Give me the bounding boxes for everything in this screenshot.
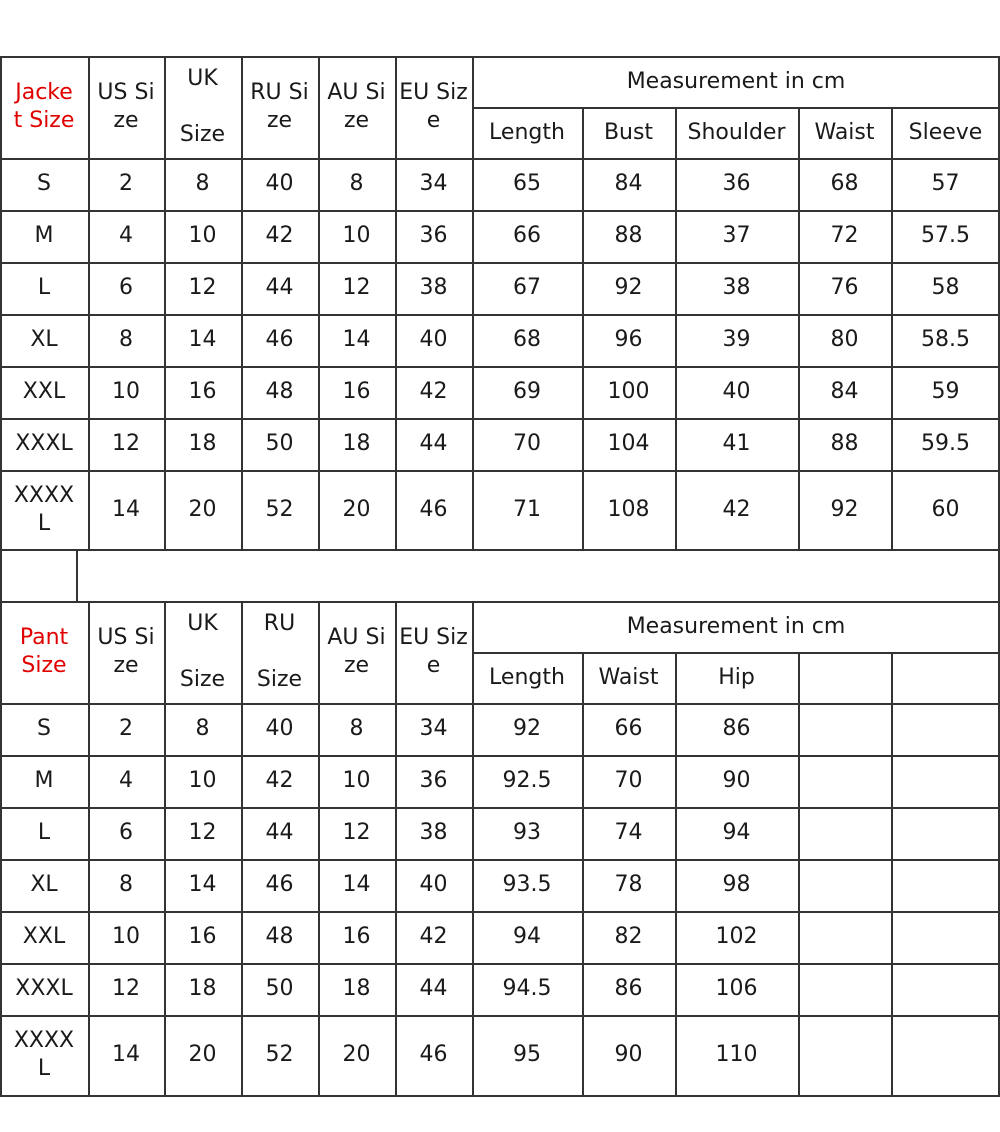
jacket-row-6-col-2: 20: [188, 496, 217, 522]
jacket-measure-header-1: Bust: [603, 119, 654, 145]
pant-row-3-col-7: 78: [614, 872, 643, 897]
jacket-row-0-col-6: 65: [513, 171, 541, 196]
pant-row-1-col-0: M: [34, 768, 54, 793]
jacket-measure-header-3: Waist: [814, 119, 875, 145]
pant-row-5-col-4: 18: [342, 976, 371, 1001]
jacket-row-0-col-3: 40: [265, 171, 294, 196]
jacket-row-4-col-9: 84: [830, 379, 859, 404]
jacket-row-0-col-8: 36: [722, 171, 751, 196]
jacket-row-0-col-10: 57: [931, 171, 960, 196]
jacket-row-6-col-5: 46: [419, 496, 448, 522]
jacket-row-5-col-10: 59.5: [921, 431, 970, 456]
grid-line: [0, 1095, 1000, 1097]
pant-row-0-col-6: 92: [513, 716, 541, 741]
pant-row-4-col-7: 82: [614, 924, 643, 949]
jacket-row-4-col-4: 16: [342, 379, 371, 404]
jacket-measure-header-0: Length: [489, 119, 565, 145]
pant-row-3-col-10: [891, 859, 1000, 911]
pant-row-1-col-8: 90: [722, 768, 751, 793]
pant-row-2-col-2: 12: [188, 820, 217, 845]
pant-row-4-col-4: 16: [342, 924, 371, 949]
pant-row-5-col-6: 94.5: [502, 976, 552, 1001]
pant-row-2-col-0: L: [37, 820, 51, 845]
pant-row-4-col-2: 16: [188, 924, 217, 949]
pant-row-6-col-10: [891, 1015, 1000, 1095]
jacket-row-2-col-0: L: [37, 275, 51, 300]
jacket-row-3-col-4: 14: [342, 327, 371, 352]
pant-row-1-col-2: 10: [188, 768, 217, 793]
pant-row-5-col-5: 44: [419, 976, 448, 1001]
jacket-row-2-col-10: 58: [931, 275, 960, 300]
pant-measure-header-1: Waist: [598, 664, 659, 690]
pant-row-6-col-8: 110: [715, 1042, 758, 1067]
jacket-row-5-col-7: 104: [607, 431, 650, 456]
pant-row-4-col-6: 94: [513, 924, 541, 949]
pant-header-4: EU Size: [399, 625, 468, 678]
jacket-measure-header-4: Sleeve: [908, 119, 983, 145]
jacket-header-1: UK Size: [179, 66, 226, 147]
jacket-row-0-col-4: 8: [349, 171, 364, 196]
pant-row-2-col-9: [798, 807, 891, 859]
pant-row-1-col-4: 10: [342, 768, 371, 793]
pant-row-4-col-5: 42: [419, 924, 448, 949]
jacket-row-1-col-1: 4: [119, 223, 133, 248]
jacket-row-0-col-2: 8: [195, 171, 210, 196]
pant-row-2-col-1: 6: [119, 820, 133, 845]
jacket-row-3-col-9: 80: [830, 327, 859, 352]
jacket-row-3-col-0: XL: [30, 327, 58, 352]
jacket-row-3-col-6: 68: [513, 327, 541, 352]
pant-row-3-col-8: 98: [722, 872, 751, 897]
jacket-row-0-col-1: 2: [119, 171, 133, 196]
pant-row-1-col-1: 4: [119, 768, 133, 793]
pant-title: Pant Size: [19, 625, 69, 678]
jacket-row-4-col-1: 10: [112, 379, 140, 404]
pant-row-6-col-6: 95: [513, 1042, 541, 1067]
pant-row-6-col-4: 20: [342, 1042, 371, 1067]
jacket-row-6-col-8: 42: [722, 496, 751, 522]
pant-row-5-col-8: 106: [715, 976, 758, 1001]
size-chart-sheet: [0, 56, 1000, 1098]
jacket-row-6-col-1: 14: [112, 496, 140, 522]
jacket-row-4-col-5: 42: [419, 379, 448, 404]
pant-measure-title: Measurement in cm: [626, 613, 846, 639]
pant-row-4-col-8: 102: [715, 924, 758, 949]
jacket-row-3-col-2: 14: [188, 327, 217, 352]
pant-row-5-col-1: 12: [112, 976, 140, 1001]
pant-row-2-col-4: 12: [342, 820, 371, 845]
pant-row-5-col-9: [798, 963, 891, 1015]
jacket-header-0: US Size: [97, 80, 155, 133]
jacket-row-6-col-6: 71: [513, 496, 541, 522]
jacket-row-1-col-9: 72: [830, 223, 859, 248]
jacket-row-4-col-0: XXL: [22, 379, 66, 404]
pant-row-2-col-6: 93: [513, 820, 541, 845]
jacket-row-4-col-10: 59: [931, 379, 960, 404]
pant-row-6-col-0: XXXX L: [13, 1028, 75, 1081]
pant-row-0-col-1: 2: [119, 716, 133, 741]
pant-row-3-col-9: [798, 859, 891, 911]
jacket-row-5-col-3: 50: [265, 431, 294, 456]
pant-row-4-col-3: 48: [265, 924, 294, 949]
jacket-row-2-col-6: 67: [513, 275, 541, 300]
pant-header-1: UK Size: [179, 611, 226, 692]
jacket-row-2-col-9: 76: [830, 275, 859, 300]
pant-row-4-col-9: [798, 911, 891, 963]
jacket-row-4-col-7: 100: [607, 379, 650, 404]
pant-row-0-col-9: [798, 703, 891, 755]
jacket-row-0-col-0: S: [37, 171, 51, 196]
pant-row-3-col-4: 14: [342, 872, 371, 897]
pant-row-1-col-10: [891, 755, 1000, 807]
jacket-row-3-col-7: 96: [614, 327, 643, 352]
jacket-row-5-col-2: 18: [188, 431, 217, 456]
pant-row-3-col-1: 8: [119, 872, 133, 897]
pant-row-4-col-0: XXL: [22, 924, 66, 949]
pant-header-3: AU Size: [327, 625, 386, 678]
pant-row-0-col-7: 66: [614, 716, 643, 741]
jacket-row-3-col-8: 39: [722, 327, 751, 352]
jacket-row-6-col-0: XXXX L: [13, 482, 75, 536]
jacket-row-4-col-8: 40: [722, 379, 751, 404]
pant-row-4-col-1: 10: [112, 924, 140, 949]
jacket-row-5-col-1: 12: [112, 431, 140, 456]
jacket-row-0-col-5: 34: [419, 171, 448, 196]
jacket-row-1-col-6: 66: [513, 223, 541, 248]
jacket-row-6-col-4: 20: [342, 496, 371, 522]
pant-measure-header-3: [798, 652, 891, 703]
jacket-row-1-col-3: 42: [265, 223, 294, 248]
jacket-row-0-col-7: 84: [614, 171, 643, 196]
jacket-measure-header-2: Shoulder: [687, 119, 786, 145]
jacket-header-2: RU Size: [250, 80, 309, 133]
pant-row-0-col-2: 8: [195, 716, 210, 741]
pant-measure-header-4: [891, 652, 1000, 703]
pant-row-1-col-7: 70: [614, 768, 643, 793]
jacket-row-4-col-6: 69: [513, 379, 541, 404]
jacket-row-5-col-0: XXXL: [15, 431, 73, 456]
jacket-row-1-col-0: M: [34, 223, 54, 248]
pant-row-6-col-5: 46: [419, 1042, 448, 1067]
pant-row-5-col-2: 18: [188, 976, 217, 1001]
jacket-row-5-col-4: 18: [342, 431, 371, 456]
jacket-row-3-col-10: 58.5: [921, 327, 970, 352]
jacket-row-1-col-5: 36: [419, 223, 448, 248]
pant-row-3-col-5: 40: [419, 872, 448, 897]
jacket-measure-title: Measurement in cm: [626, 68, 846, 94]
pant-row-5-col-10: [891, 963, 1000, 1015]
jacket-row-5-col-6: 70: [513, 431, 541, 456]
pant-row-2-col-5: 38: [419, 820, 448, 845]
pant-row-6-col-2: 20: [188, 1042, 217, 1067]
jacket-row-1-col-10: 57.5: [921, 223, 970, 248]
pant-row-1-col-5: 36: [419, 768, 448, 793]
jacket-row-1-col-8: 37: [722, 223, 751, 248]
pant-row-0-col-0: S: [37, 716, 51, 741]
pant-row-2-col-8: 94: [722, 820, 751, 845]
pant-row-0-col-10: [891, 703, 1000, 755]
jacket-row-5-col-8: 41: [722, 431, 751, 456]
pant-header-0: US Size: [97, 625, 155, 678]
jacket-row-2-col-3: 44: [265, 275, 294, 300]
pant-row-3-col-6: 93.5: [502, 872, 552, 897]
grid-line: [76, 549, 78, 601]
pant-row-6-col-7: 90: [614, 1042, 643, 1067]
jacket-row-2-col-2: 12: [188, 275, 217, 300]
pant-row-2-col-3: 44: [265, 820, 294, 845]
pant-row-6-col-3: 52: [265, 1042, 294, 1067]
pant-row-3-col-2: 14: [188, 872, 217, 897]
jacket-row-2-col-5: 38: [419, 275, 448, 300]
pant-row-4-col-10: [891, 911, 1000, 963]
pant-row-0-col-3: 40: [265, 716, 294, 741]
jacket-row-6-col-9: 92: [830, 496, 859, 522]
grid-line: [0, 549, 1000, 551]
pant-row-1-col-6: 92.5: [502, 768, 552, 793]
pant-row-3-col-0: XL: [30, 872, 58, 897]
jacket-row-3-col-1: 8: [119, 327, 133, 352]
pant-row-1-col-9: [798, 755, 891, 807]
jacket-row-5-col-5: 44: [419, 431, 448, 456]
pant-row-0-col-4: 8: [349, 716, 364, 741]
jacket-row-2-col-7: 92: [614, 275, 643, 300]
pant-row-5-col-3: 50: [265, 976, 294, 1001]
pant-row-2-col-7: 74: [614, 820, 643, 845]
pant-row-5-col-0: XXXL: [15, 976, 73, 1001]
jacket-row-4-col-3: 48: [265, 379, 294, 404]
jacket-row-1-col-4: 10: [342, 223, 371, 248]
pant-row-2-col-10: [891, 807, 1000, 859]
jacket-title: Jacke t Size: [13, 80, 75, 133]
pant-header-2: RU Size: [256, 611, 303, 692]
jacket-row-4-col-2: 16: [188, 379, 217, 404]
jacket-row-6-col-3: 52: [265, 496, 294, 522]
jacket-row-2-col-8: 38: [722, 275, 751, 300]
pant-row-5-col-7: 86: [614, 976, 643, 1001]
pant-row-0-col-5: 34: [419, 716, 448, 741]
jacket-header-4: EU Size: [399, 80, 468, 133]
pant-measure-header-0: Length: [489, 664, 565, 690]
jacket-row-2-col-1: 6: [119, 275, 133, 300]
jacket-row-5-col-9: 88: [830, 431, 859, 456]
jacket-header-3: AU Size: [327, 80, 386, 133]
jacket-row-3-col-3: 46: [265, 327, 294, 352]
pant-row-6-col-9: [798, 1015, 891, 1095]
grid-line: [0, 56, 2, 1097]
pant-row-0-col-8: 86: [722, 716, 751, 741]
pant-measure-header-2: Hip: [718, 664, 755, 690]
jacket-row-1-col-7: 88: [614, 223, 643, 248]
jacket-row-2-col-4: 12: [342, 275, 371, 300]
pant-row-1-col-3: 42: [265, 768, 294, 793]
pant-row-6-col-1: 14: [112, 1042, 140, 1067]
jacket-row-6-col-7: 108: [607, 496, 650, 522]
jacket-row-3-col-5: 40: [419, 327, 448, 352]
jacket-row-6-col-10: 60: [931, 496, 960, 522]
pant-row-3-col-3: 46: [265, 872, 294, 897]
jacket-row-1-col-2: 10: [188, 223, 217, 248]
jacket-row-0-col-9: 68: [830, 171, 859, 196]
